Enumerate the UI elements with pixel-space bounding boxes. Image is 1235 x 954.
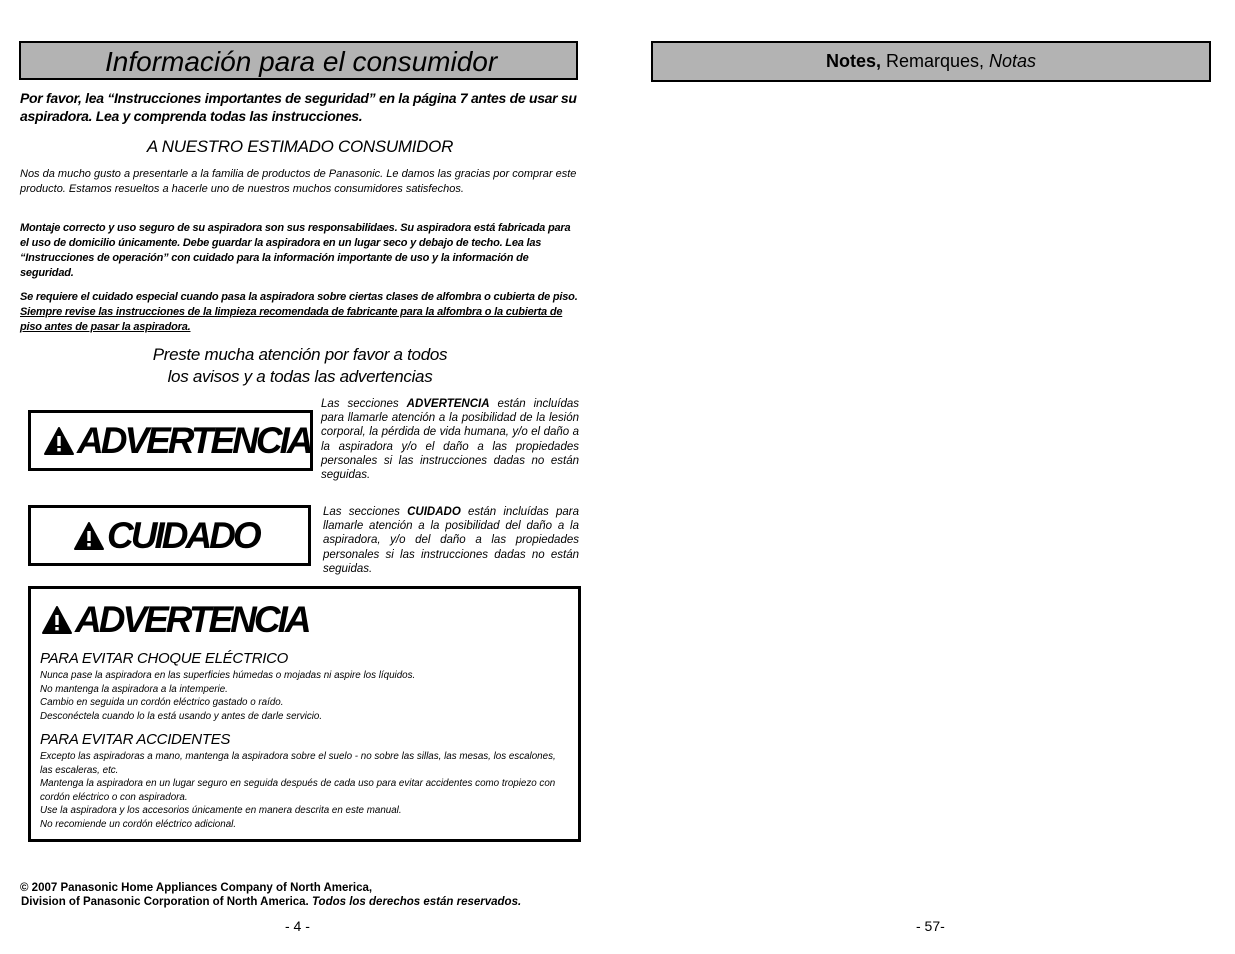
notes-header <box>651 41 1211 82</box>
list-item: Excepto las aspiradoras a mano, mantenga la aspiradora sobre el suelo - no sobre las sillas, las mesas, los escalones, las escaleras, etc. <box>40 751 556 776</box>
carpet-care-underlined: Siempre revise las instrucciones de la limpieza recomendada de fabricante para la alfombra o la cubierta de piso antes de pasar la aspiradora. <box>20 306 563 333</box>
notes-label-fr: Remarques, <box>880 51 990 71</box>
copyright <box>20 881 521 909</box>
cuidado-desc-rest: están incluídas para llamarle atención a la posibilidad del daño a la aspiradora, y/o del daño a las propiedades personales si las instrucciones dadas no están seguidas. <box>323 506 579 575</box>
advertencia-desc-rest: están incluídas para llamarle atención a la posibilidad de la lesión corporal, la pérdida de vida humana, y/o el daño a la aspiradora y/o el daño a las propiedades personales si las instrucciones dadas no están seguidas. <box>321 398 579 482</box>
left-page-number: - 4 - <box>285 918 310 934</box>
list-item: Desconéctela cuando lo la está usando y antes de darle servicio. <box>40 710 323 722</box>
attention-heading <box>20 344 580 388</box>
accidents-heading: PARA EVITAR ACCIDENTES <box>40 731 231 748</box>
safety-intro: Por favor, lea “Instrucciones importantes de seguridad” en la página 7 antes de usar su aspiradora. Lea y comprenda todas las instrucciones. <box>20 90 577 124</box>
attention-line-1: Preste mucha atención por favor a todos <box>152 345 448 364</box>
electric-shock-list <box>40 669 570 723</box>
warning-triangle-icon <box>43 426 75 456</box>
copyright-rights: Todos los derechos están reservados. <box>311 896 522 908</box>
page-title: Información para el consumidor <box>19 41 578 80</box>
carpet-care-text: Se requiere el cuidado especial cuando pasa la aspiradora sobre ciertas clases de alfombra o cubierta de piso. <box>20 291 578 303</box>
warning-box <box>28 586 581 842</box>
cuidado-sign-label: CUIDADO <box>107 514 259 556</box>
copyright-line-1: © 2007 Panasonic Home Appliances Company of North America, <box>20 882 373 894</box>
warning-triangle-icon <box>41 605 73 635</box>
warning-triangle-icon <box>73 521 105 551</box>
cuidado-description <box>323 505 579 576</box>
cuidado-desc-keyword: CUIDADO <box>407 506 461 518</box>
notes-label-es: Notas <box>989 51 1037 71</box>
list-item: Mantenga la aspiradora en un lugar seguro en seguida después de cada uso para evitar accidentes como tropiezo con cordón eléctrico o con aspiradora. <box>40 778 556 803</box>
advertencia-desc-keyword: ADVERTENCIA <box>406 398 490 410</box>
warning-box-heading <box>41 599 309 641</box>
attention-line-2: los avisos y a todas las advertencias <box>167 367 433 386</box>
list-item: No mantenga la aspiradora a la intemperie. <box>40 683 228 695</box>
copyright-line-2 <box>20 895 521 909</box>
cuidado-sign <box>28 505 311 566</box>
responsibility-paragraph: Montaje correcto y uso seguro de su aspiradora son sus responsabilidaes. Su aspiradora está fabricada para el uso de domicilio únicamente. Debe guardar la aspiradora en un lugar seco y debajo de techo. Lea las “Instrucciones de operación” con cuidado para la información importante de uso y la información de seguridad. <box>20 222 571 279</box>
notes-label-en: Notes, <box>825 51 881 71</box>
list-item: Nunca pase la aspiradora en las superficies húmedas o mojadas ni aspire los líquidos. <box>40 670 416 681</box>
advertencia-desc-prefix: Las secciones <box>321 398 407 410</box>
advertencia-sign <box>28 410 313 471</box>
cuidado-desc-prefix: Las secciones <box>323 506 408 518</box>
section-heading: A NUESTRO ESTIMADO CONSUMIDOR <box>146 137 454 156</box>
carpet-care-paragraph <box>20 290 580 335</box>
right-page-number: - 57- <box>916 918 945 934</box>
electric-shock-heading: PARA EVITAR CHOQUE ELÉCTRICO <box>40 650 289 667</box>
welcome-paragraph: Nos da mucho gusto a presentarle a la familia de productos de Panasonic. Le damos las gracias por comprar este producto. Estamos resueltos a hacerle uno de nuestros muchos consumidores satisfechos. <box>20 168 577 195</box>
list-item: Use la aspiradora y los accesorios únicamente en manera descrita en este manual. <box>40 805 402 816</box>
accidents-list <box>40 750 570 831</box>
advertencia-description <box>321 397 579 482</box>
list-item: Cambio en seguida un cordón eléctrico gastado o raído. <box>40 697 284 708</box>
list-item: No recomiende un cordón eléctrico adicional. <box>40 818 237 830</box>
warning-box-title: ADVERTENCIA <box>75 599 309 640</box>
copyright-division: Division of Panasonic Corporation of North America. <box>21 896 312 908</box>
advertencia-sign-label: ADVERTENCIA <box>77 419 311 461</box>
